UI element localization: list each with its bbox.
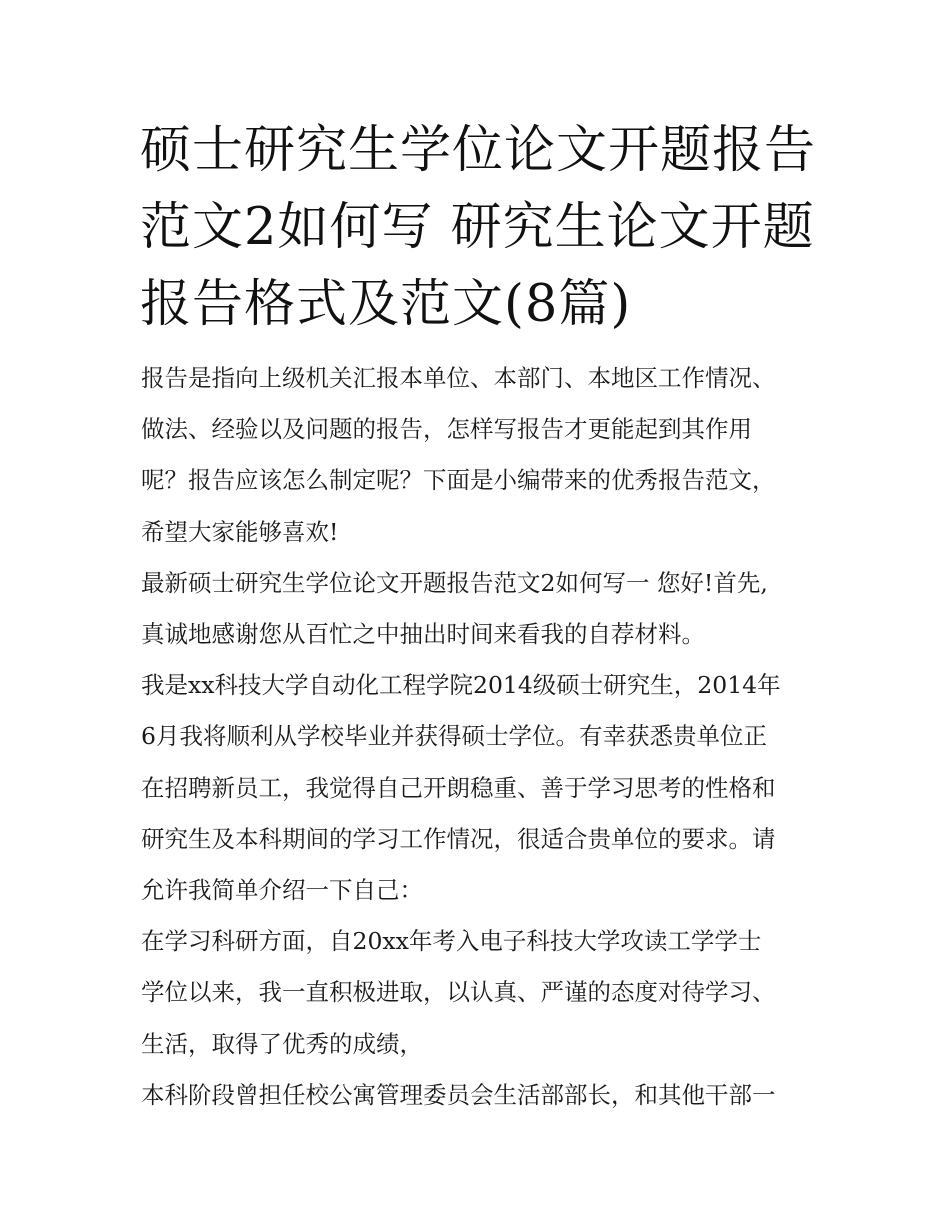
body-line: 学位以来，我一直积极进取，以认真、严谨的态度对待学习、 [141, 978, 776, 1007]
title-line: 范文2如何写 研究生论文开题 [140, 198, 815, 257]
body-line: 本科阶段曾担任校公寓管理委员会生活部部长，和其他干部一 [141, 1080, 776, 1109]
body-line: 做法、经验以及问题的报告，怎样写报告才更能起到其作用 [141, 415, 752, 444]
body-line: 呢？报告应该怎么制定呢？下面是小编带来的优秀报告范文， [141, 466, 776, 495]
body-line: 6月我将顺利从学校毕业并获得硕士学位。有幸获悉贵单位正 [141, 722, 767, 751]
body-line: 我是xx科技大学自动化工程学院2014级硕士研究生，2014年 [141, 671, 781, 700]
body-line: 报告是指向上级机关汇报本单位、本部门、本地区工作情况、 [141, 364, 776, 392]
body-line: 希望大家能够喜欢! [141, 517, 339, 546]
body-line: 生活，取得了优秀的成绩， [141, 1029, 423, 1058]
title-line: 报告格式及范文(8篇) [140, 275, 632, 334]
body-line: 最新硕士研究生学位论文开题报告范文2如何写一 您好!首先, [141, 568, 768, 597]
document-body [141, 353, 821, 1121]
body-line: 在招聘新员工，我觉得自己开朗稳重、善于学习思考的性格和 [141, 773, 776, 802]
body-line: 研究生及本科期间的学习工作情况，很适合贵单位的要求。请 [141, 824, 776, 853]
body-line: 在学习科研方面，自20xx年考入电子科技大学攻读工学学士 [141, 927, 762, 956]
body-line: 允许我简单介绍一下自己： [141, 876, 423, 905]
title-line: 硕士研究生学位论文开题报告 [140, 121, 817, 180]
document-title [140, 112, 840, 343]
body-line: 真诚地感谢您从百忙之中抽出时间来看我的自荐材料。 [141, 620, 705, 649]
